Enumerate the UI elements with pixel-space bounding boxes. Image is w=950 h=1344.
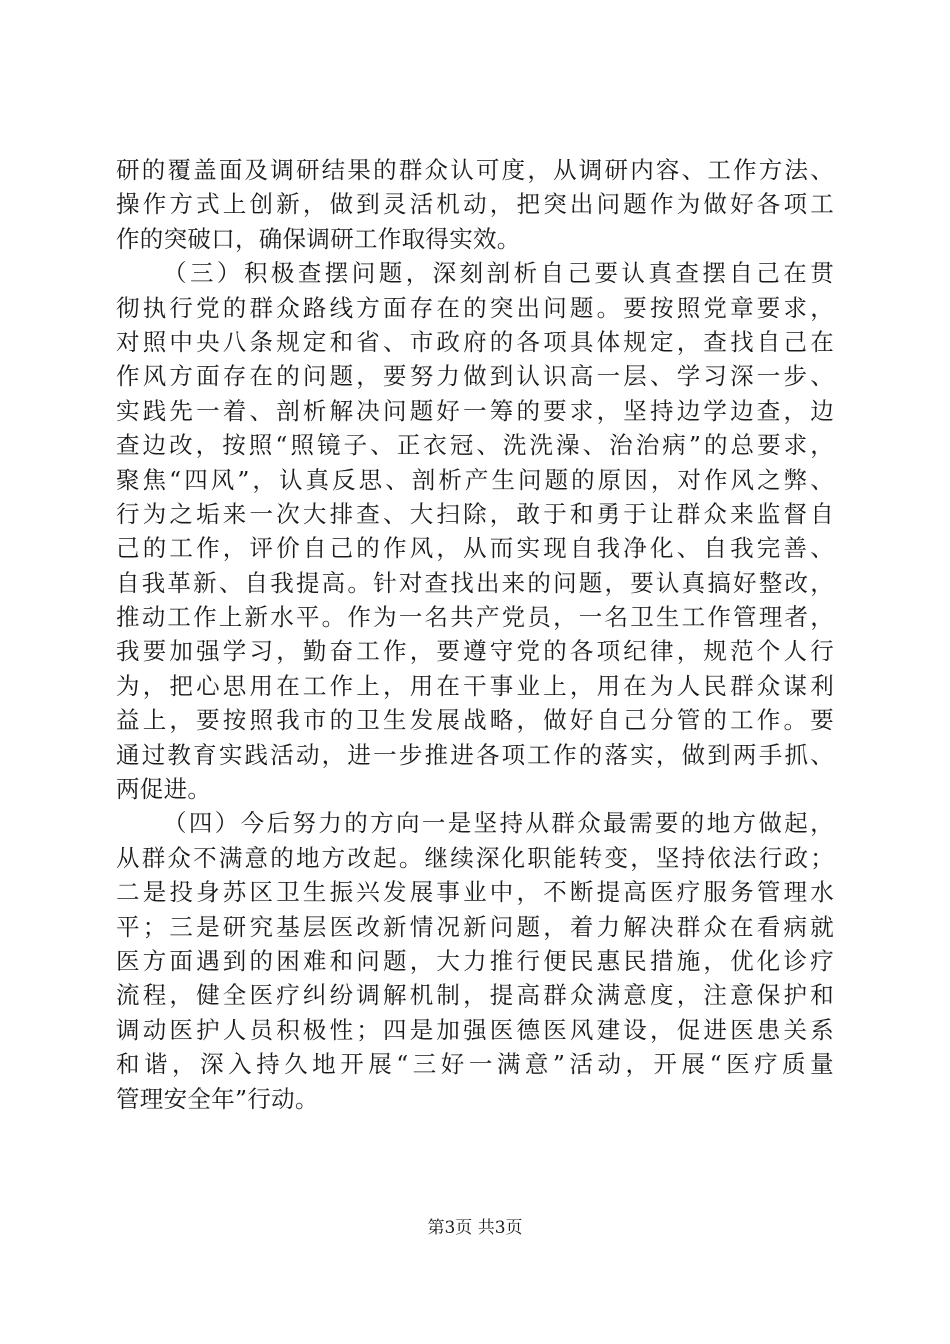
text-line: 操作方式上创新，做到灵活机动，把突出问题作为做好各项工 xyxy=(116,190,834,219)
text-line: 管理安全年”行动。 xyxy=(116,1084,319,1113)
text-line: 调动医护人员积极性；四是加强医德医风建设，促进医患关系 xyxy=(116,1015,834,1044)
text-line: 我要加强学习，勤奋工作，要遵守党的各项纪律，规范个人行 xyxy=(116,637,834,666)
text-line: （三）积极查摆问题，深刻剖析自己要认真查摆自己在贯 xyxy=(163,259,834,288)
text-line: 和谐，深入持久地开展“三好一满意”活动，开展“医疗质量 xyxy=(116,1050,834,1079)
text-line: 两促进。 xyxy=(116,775,212,804)
text-line: 研的覆盖面及调研结果的群众认可度，从调研内容、工作方法、 xyxy=(116,156,834,184)
text-line: 通过教育实践活动，进一步推进各项工作的落实，做到两手抓、 xyxy=(116,740,834,769)
text-line: 从群众不满意的地方改起。继续深化职能转变，坚持依法行政； xyxy=(116,843,834,872)
text-line: 实践先一着、剖析解决问题好一筹的要求，坚持边学边查，边 xyxy=(116,396,834,425)
text-line: 查边改，按照“照镜子、正衣冠、洗洗澡、治治病”的总要求， xyxy=(116,431,834,460)
text-line: 对照中央八条规定和省、市政府的各项具体规定，查找自己在 xyxy=(116,327,834,356)
text-line: 二是投身苏区卫生振兴发展事业中，不断提高医疗服务管理水 xyxy=(116,878,834,907)
text-line: 流程，健全医疗纠纷调解机制，提高群众满意度，注意保护和 xyxy=(116,981,834,1010)
paragraph xyxy=(116,256,834,806)
text-line: 作的突破口，确保调研工作取得实效。 xyxy=(116,224,521,253)
text-line: 为，把心思用在工作上，用在干事业上，用在为人民群众谋利 xyxy=(116,671,834,700)
paragraph xyxy=(116,806,834,1116)
text-line: 益上，要按照我市的卫生发展战略，做好自己分管的工作。要 xyxy=(116,706,834,735)
text-line: 行为之垢来一次大排查、大扫除，敢于和勇于让群众来监督自 xyxy=(116,499,834,528)
text-line: （四）今后努力的方向一是坚持从群众最需要的地方做起， xyxy=(163,809,834,838)
text-line: 彻执行党的群众路线方面存在的突出问题。要按照党章要求， xyxy=(116,293,834,322)
text-line: 己的工作，评价自己的作风，从而实现自我净化、自我完善、 xyxy=(116,534,834,563)
text-line: 作风方面存在的问题，要努力做到认识高一层、学习深一步、 xyxy=(116,362,834,391)
text-line: 自我革新、自我提高。针对查找出来的问题，要认真搞好整改， xyxy=(116,568,834,597)
document-body xyxy=(116,153,834,1116)
text-line: 平；三是研究基层医改新情况新问题，着力解决群众在看病就 xyxy=(116,912,834,941)
page-footer xyxy=(0,1217,950,1239)
paragraph xyxy=(116,153,834,256)
page-number-label: 第3页 共3页 xyxy=(427,1218,523,1238)
text-line: 医方面遇到的困难和问题，大力推行便民惠民措施，优化诊疗 xyxy=(116,946,834,975)
text-line: 聚焦“四风”，认真反思、剖析产生问题的原因，对作风之弊、 xyxy=(116,465,834,494)
text-line: 推动工作上新水平。作为一名共产党员，一名卫生工作管理者， xyxy=(116,603,834,632)
